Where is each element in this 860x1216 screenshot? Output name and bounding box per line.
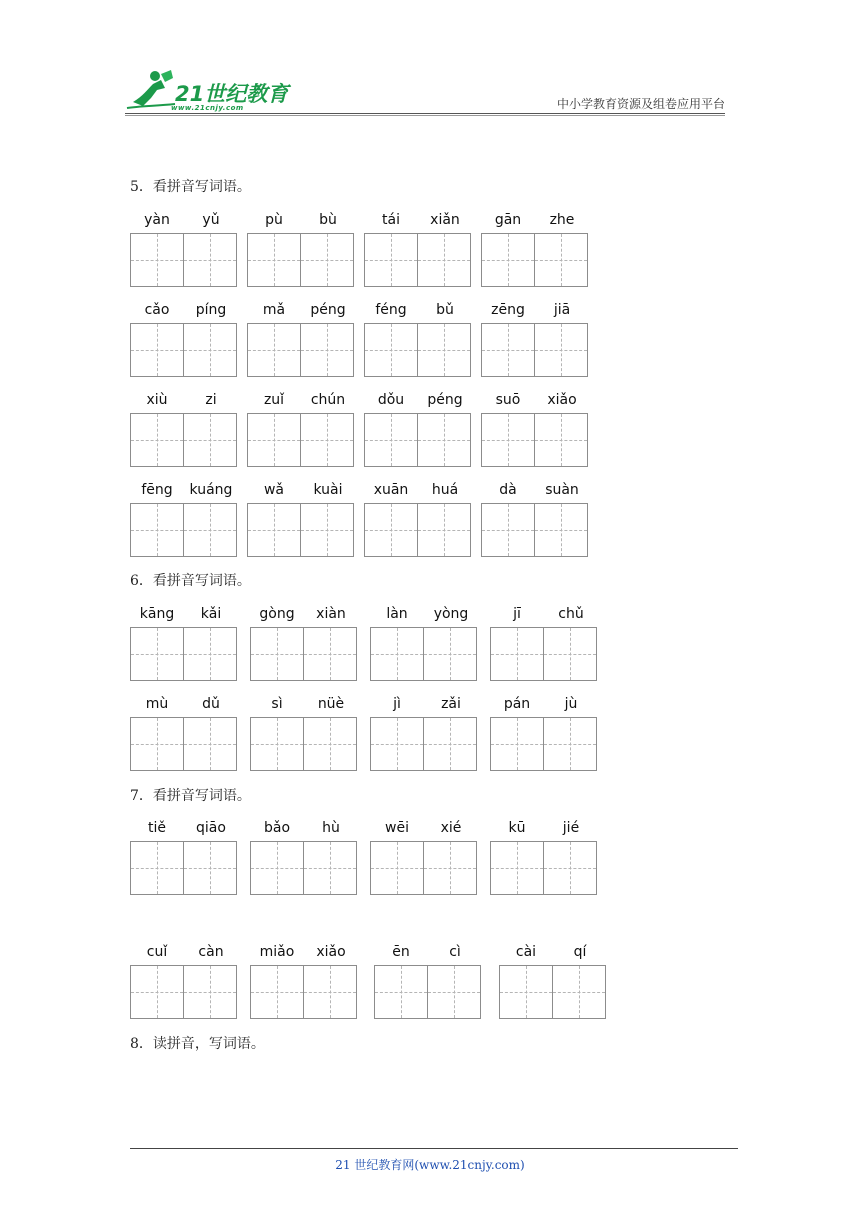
pinyin-label: wǎ: [263, 482, 285, 498]
tianzige-writing-box[interactable]: [300, 503, 354, 557]
pinyin-label: dà: [499, 482, 517, 498]
pinyin-label: kuáng: [189, 482, 233, 498]
tianzige-writing-box[interactable]: [499, 965, 553, 1019]
pinyin-label: jiā: [553, 302, 571, 318]
runner-logo-icon: [125, 68, 177, 112]
question-8-label: 8．读拼音，写词语。: [130, 1036, 265, 1052]
pinyin-label: jī: [513, 606, 521, 622]
pinyin-label: chǔ: [558, 606, 584, 622]
pinyin-label: zēng: [491, 302, 525, 318]
pinyin-label: xiù: [146, 392, 168, 408]
pinyin-label: càn: [198, 944, 224, 960]
pinyin-label: yǔ: [202, 212, 220, 228]
tianzige-writing-box[interactable]: [130, 503, 184, 557]
question-7-label: 7．看拼音写词语。: [130, 788, 251, 804]
tianzige-writing-box[interactable]: [183, 841, 237, 895]
pinyin-label: xiǎo: [316, 944, 346, 960]
logo-text: 21世纪教育: [175, 82, 289, 106]
pinyin-label: kuài: [313, 482, 343, 498]
tianzige-writing-box[interactable]: [183, 627, 237, 681]
tianzige-writing-box[interactable]: [250, 965, 304, 1019]
tianzige-writing-box[interactable]: [247, 323, 301, 377]
tianzige-writing-box[interactable]: [250, 717, 304, 771]
tianzige-writing-box[interactable]: [543, 627, 597, 681]
tianzige-writing-box[interactable]: [370, 841, 424, 895]
pinyin-label: yàn: [144, 212, 170, 228]
tianzige-writing-box[interactable]: [250, 627, 304, 681]
pinyin-label: gān: [494, 212, 522, 228]
pinyin-label: péng: [310, 302, 346, 318]
pinyin-label: tái: [382, 212, 400, 228]
tianzige-writing-box[interactable]: [130, 717, 184, 771]
tianzige-writing-box[interactable]: [183, 717, 237, 771]
pinyin-label: zuǐ: [263, 392, 285, 408]
tianzige-writing-box[interactable]: [247, 503, 301, 557]
pinyin-label: kǎi: [200, 606, 222, 622]
tianzige-writing-box[interactable]: [183, 233, 237, 287]
tianzige-writing-box[interactable]: [183, 965, 237, 1019]
pinyin-label: bǔ: [436, 302, 454, 318]
tianzige-writing-box[interactable]: [303, 841, 357, 895]
tianzige-writing-box[interactable]: [417, 323, 471, 377]
tianzige-writing-box[interactable]: [370, 627, 424, 681]
tianzige-writing-box[interactable]: [303, 627, 357, 681]
tianzige-writing-box[interactable]: [534, 323, 588, 377]
pinyin-label: bù: [319, 212, 337, 228]
tianzige-writing-box[interactable]: [247, 233, 301, 287]
pinyin-label: xiàn: [316, 606, 346, 622]
tianzige-writing-box[interactable]: [130, 627, 184, 681]
pinyin-label: zi: [205, 392, 217, 408]
tianzige-writing-box[interactable]: [490, 627, 544, 681]
pinyin-label: fēng: [141, 482, 173, 498]
pinyin-label: xié: [440, 820, 462, 836]
tianzige-writing-box[interactable]: [423, 627, 477, 681]
pinyin-label: pán: [503, 696, 531, 712]
pinyin-label: dǒu: [377, 392, 405, 408]
site-tagline: 中小学教育资源及组卷应用平台: [556, 97, 725, 111]
tianzige-writing-box[interactable]: [250, 841, 304, 895]
pinyin-label: xiǎn: [430, 212, 460, 228]
pinyin-label: suō: [495, 392, 521, 408]
footer-text: 21 世纪教育网(www.21cnjy.com): [335, 1158, 525, 1172]
pinyin-label: wēi: [385, 820, 409, 836]
tianzige-writing-box[interactable]: [303, 965, 357, 1019]
tianzige-writing-box[interactable]: [481, 413, 535, 467]
pinyin-label: huá: [431, 482, 459, 498]
pinyin-label: dǔ: [202, 696, 220, 712]
tianzige-writing-box[interactable]: [534, 413, 588, 467]
tianzige-writing-box[interactable]: [300, 413, 354, 467]
pinyin-label: kāng: [139, 606, 175, 622]
pinyin-label: yòng: [433, 606, 469, 622]
tianzige-writing-box[interactable]: [481, 503, 535, 557]
page-header: [125, 68, 725, 116]
tianzige-writing-box[interactable]: [417, 413, 471, 467]
pinyin-label: nüè: [317, 696, 345, 712]
question-6-label: 6．看拼音写词语。: [130, 573, 251, 589]
tianzige-writing-box[interactable]: [417, 233, 471, 287]
pinyin-label: zǎi: [441, 696, 461, 712]
question-5-label: 5．看拼音写词语。: [130, 179, 251, 195]
tianzige-writing-box[interactable]: [303, 717, 357, 771]
tianzige-writing-box[interactable]: [423, 717, 477, 771]
tianzige-writing-box[interactable]: [247, 413, 301, 467]
pinyin-label: qí: [573, 944, 587, 960]
logo-url: www.21cnjy.com: [171, 104, 244, 112]
tianzige-writing-box[interactable]: [364, 323, 418, 377]
pinyin-label: chún: [310, 392, 346, 408]
tianzige-writing-box[interactable]: [130, 233, 184, 287]
tianzige-writing-box[interactable]: [417, 503, 471, 557]
pinyin-label: jié: [562, 820, 580, 836]
tianzige-writing-box[interactable]: [427, 965, 481, 1019]
tianzige-writing-box[interactable]: [300, 323, 354, 377]
pinyin-label: jì: [393, 696, 401, 712]
tianzige-writing-box[interactable]: [183, 323, 237, 377]
tianzige-writing-box[interactable]: [130, 841, 184, 895]
pinyin-label: cài: [515, 944, 537, 960]
tianzige-writing-box[interactable]: [183, 503, 237, 557]
pinyin-label: jù: [564, 696, 578, 712]
logo: [125, 68, 295, 116]
pinyin-label: miǎo: [259, 944, 295, 960]
pinyin-label: suàn: [545, 482, 579, 498]
pinyin-label: kū: [508, 820, 526, 836]
tianzige-writing-box[interactable]: [481, 323, 535, 377]
pinyin-label: zhe: [549, 212, 575, 228]
pinyin-label: cuǐ: [146, 944, 168, 960]
footer-divider: [130, 1148, 738, 1149]
tianzige-writing-box[interactable]: [423, 841, 477, 895]
tianzige-writing-box[interactable]: [543, 841, 597, 895]
pinyin-label: tiě: [148, 820, 166, 836]
tianzige-writing-box[interactable]: [370, 717, 424, 771]
tianzige-writing-box[interactable]: [490, 717, 544, 771]
pinyin-label: mù: [145, 696, 169, 712]
pinyin-label: pù: [265, 212, 283, 228]
pinyin-label: làn: [386, 606, 408, 622]
tianzige-writing-box[interactable]: [130, 413, 184, 467]
tianzige-writing-box[interactable]: [364, 413, 418, 467]
pinyin-label: mǎ: [262, 302, 286, 318]
tianzige-writing-box[interactable]: [130, 323, 184, 377]
tianzige-writing-box[interactable]: [481, 233, 535, 287]
tianzige-writing-box[interactable]: [183, 413, 237, 467]
tianzige-writing-box[interactable]: [534, 233, 588, 287]
pinyin-label: gòng: [259, 606, 295, 622]
pinyin-label: píng: [195, 302, 227, 318]
pinyin-label: bǎo: [263, 820, 291, 836]
pinyin-label: cǎo: [144, 302, 170, 318]
tianzige-writing-box[interactable]: [374, 965, 428, 1019]
tianzige-writing-box[interactable]: [300, 233, 354, 287]
pinyin-label: xiǎo: [547, 392, 577, 408]
tianzige-writing-box[interactable]: [364, 233, 418, 287]
header-divider-thin: [125, 115, 725, 116]
pinyin-label: ēn: [392, 944, 410, 960]
tianzige-writing-box[interactable]: [130, 965, 184, 1019]
tianzige-writing-box[interactable]: [534, 503, 588, 557]
header-divider: [125, 113, 725, 114]
tianzige-writing-box[interactable]: [552, 965, 606, 1019]
pinyin-label: xuān: [373, 482, 409, 498]
pinyin-label: féng: [375, 302, 407, 318]
pinyin-label: péng: [427, 392, 463, 408]
pinyin-label: qiāo: [196, 820, 226, 836]
tianzige-writing-box[interactable]: [543, 717, 597, 771]
pinyin-label: sì: [271, 696, 283, 712]
tianzige-writing-box[interactable]: [364, 503, 418, 557]
pinyin-label: cì: [449, 944, 461, 960]
tianzige-writing-box[interactable]: [490, 841, 544, 895]
pinyin-label: hù: [322, 820, 340, 836]
